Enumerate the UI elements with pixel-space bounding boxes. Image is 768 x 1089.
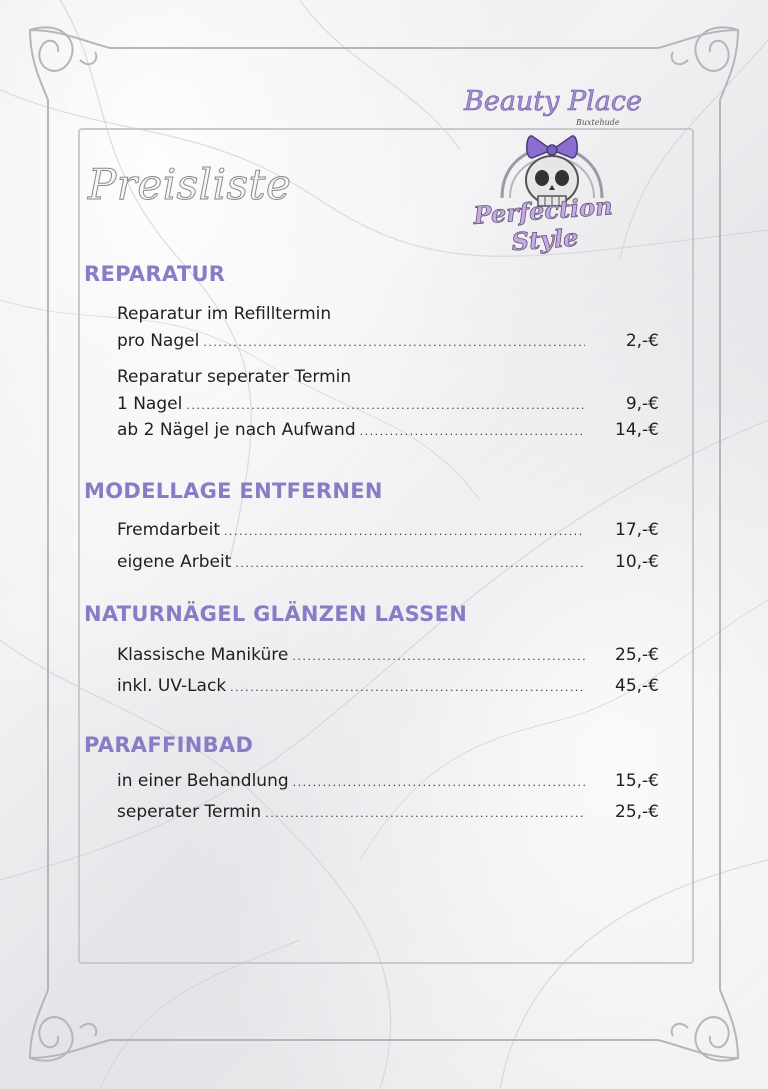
dot-leader <box>230 681 585 694</box>
item-label: 1 Nagel <box>117 394 183 414</box>
logo-brand-location: Buxtehude <box>576 118 620 127</box>
group-title: Reparatur im Refilltermin <box>117 304 332 324</box>
item-label: seperater Termin <box>117 802 262 822</box>
dot-leader <box>186 399 585 412</box>
item-label: ab 2 Nägel je nach Aufwand <box>117 420 356 440</box>
dot-leader <box>293 776 585 789</box>
price-row <box>117 420 659 444</box>
price-row <box>117 552 659 576</box>
section-heading-reparatur: REPARATUR <box>84 262 226 286</box>
dot-leader <box>224 525 585 538</box>
price-row <box>117 394 659 418</box>
item-price: 25,-€ <box>615 645 659 665</box>
item-label: pro Nagel <box>117 331 200 351</box>
item-price: 10,-€ <box>615 552 659 572</box>
logo-brand-bottom: Perfection Style <box>472 191 614 257</box>
dot-leader <box>235 557 585 570</box>
dot-leader <box>265 807 585 820</box>
item-price: 2,-€ <box>625 331 659 351</box>
item-price: 9,-€ <box>625 394 659 414</box>
price-row <box>117 520 659 544</box>
item-label: Fremdarbeit <box>117 520 221 540</box>
price-row <box>117 331 659 355</box>
logo-brand-top: Beauty Place <box>464 86 642 117</box>
price-row <box>117 645 659 669</box>
item-label: eigene Arbeit <box>117 552 232 572</box>
price-row <box>117 802 659 826</box>
section-heading-modellage-entfernen: MODELLAGE ENTFERNEN <box>84 479 383 503</box>
dot-leader <box>360 425 585 438</box>
price-row <box>117 676 659 700</box>
item-label: in einer Behandlung <box>117 771 289 791</box>
brand-logo <box>440 82 650 257</box>
section-heading-paraffinbad: PARAFFINBAD <box>84 733 254 757</box>
item-price: 17,-€ <box>615 520 659 540</box>
item-price: 14,-€ <box>615 420 659 440</box>
item-price: 15,-€ <box>615 771 659 791</box>
item-price: 25,-€ <box>615 802 659 822</box>
item-label: inkl. UV-Lack <box>117 676 227 696</box>
section-heading-naturnaegel: NATURNÄGEL GLÄNZEN LASSEN <box>84 602 468 626</box>
item-label: Klassische Maniküre <box>117 645 289 665</box>
page-title: Preisliste <box>88 160 292 209</box>
item-price: 45,-€ <box>615 676 659 696</box>
group-title: Reparatur seperater Termin <box>117 367 352 387</box>
dot-leader <box>203 336 585 349</box>
inner-frame <box>78 128 694 964</box>
dot-leader <box>292 650 585 663</box>
price-row <box>117 771 659 795</box>
